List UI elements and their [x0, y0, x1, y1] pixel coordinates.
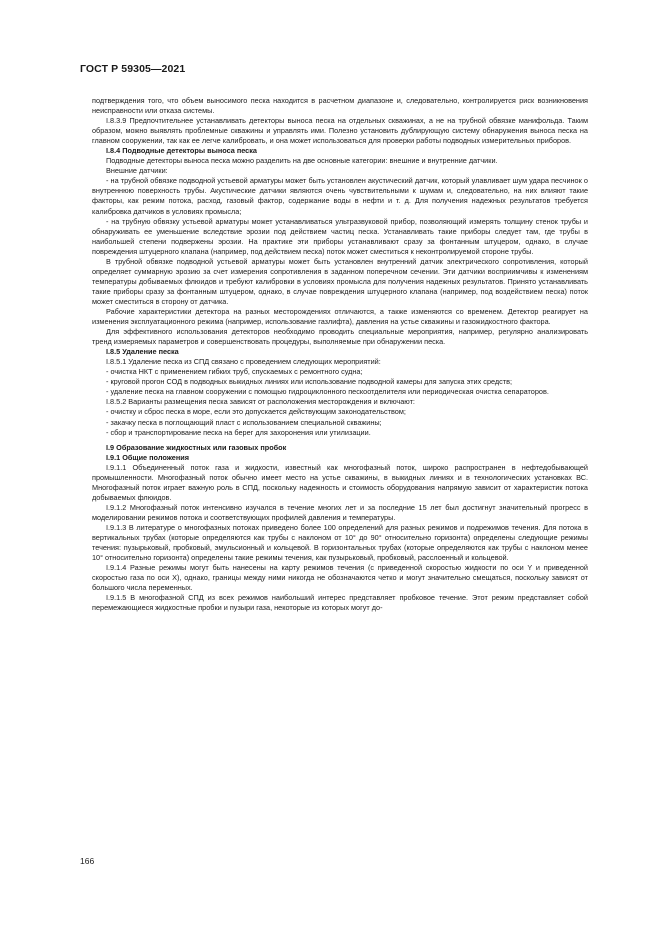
paragraph: Внешние датчики:: [106, 166, 168, 176]
paragraph: I.9.1.4 Разные режимы могут быть нанесены на карту режимов течения (с приведенной скоростью жидкости по оси Y и приведенной скоростью газа по оси X), однако, границы между ними никогда не обозначаются четко и могут значительно смещаться, поскольку зависят от большого числа переменных.: [92, 563, 588, 593]
section-heading: I.8.5 Удаление песка: [106, 347, 179, 357]
paragraph: Рабочие характеристики детектора на разных месторождениях отличаются, а также изменяются со временем. Детектор реагирует на изменения эксплуатационного режима (например, использование газлифта), давления на устье скважины и газожидкостного фактора.: [92, 306, 588, 327]
paragraph: В трубной обвязке подводной устьевой арматуры может быть установлен внутренний датчик электрического сопротивления, который определяет суммарную эрозию за счет измерения сопротивления в заданном поперечном сечении. Эти датчики восприимчивы к изменениям температуры добываемых флюидов и требуют калибровки в условиях промысла для получения надежных результатов. Принято устанавливать такие приборы сразу за фонтанным штуцером, однако, в случае повреждения штуцерного клапана (например, под воздействием песка) поток может сместиться в сторону от датчика.: [92, 256, 588, 306]
list-item: - сбор и транспортирование песка на берег для захоронения или утилизации.: [106, 427, 371, 437]
paragraph: I.9.1.1 Объединенный поток газа и жидкости, известный как многофазный поток, широко распространен в нефтедобывающей промышленности. Многофазный поток обычно имеет место на устье скважины, в выкидных линиях и в технологических установках ВС. Многофазный поток играет важную роль в СПД, поскольку надежность и стоимость оборудования напрямую зависит от характеристик потока добываемых флюидов.: [92, 462, 588, 502]
paragraph: Для эффективного использования детекторов необходимо проводить специальные мероприятия, например, регулярно анализировать тренд измеряемых параметров и совершенствовать процедуры, выполняемые при обнаружении песка.: [92, 327, 588, 347]
paragraph: Подводные детекторы выноса песка можно разделить на две основные категории: внешние и внутренние датчики.: [106, 156, 498, 166]
document-body: [92, 96, 588, 613]
document-header: ГОСТ Р 59305—2021: [80, 63, 186, 75]
paragraph: I.8.5.1 Удаление песка из СПД связано с проведением следующих мероприятий:: [106, 357, 381, 367]
chapter-heading: I.9 Образование жидкостных или газовых пробок: [106, 442, 287, 452]
list-item: - круговой прогон СОД в подводных выкидных линиях или использование подводной камеры для запуска этих средств;: [106, 377, 513, 387]
list-item: - на трубную обвязку устьевой арматуры может устанавливаться ультразвуковой прибор, позволяющий измерять толщину стенок трубы и обнаруживать ее уменьшение вследствие эрозии под действием частиц песка. Устанавливать такие приборы следует там, где трубы в наибольшей степени подвержены эрозии. На практике эти приборы устанавливают сразу за фонтанным штуцером, однако, в случае повреждения штуцерного клапана (например, под действием песка) поток может сместиться к неконтролируемой стороне трубы.: [92, 216, 588, 256]
page-number: 166: [80, 856, 95, 866]
list-item: - закачку песка в поглощающий пласт с использованием специальной скважины;: [106, 417, 382, 427]
paragraph: I.9.1.3 В литературе о многофазных потоках приведено более 100 определений для разных режимов и подрежимов течения. Для потока в вертикальных трубах (которые определяются как трубы с наклоном от 10° до 90° относительно горизонта) определены следующие режимы течения: пузырьковый, пробковый, эмульсионный и кольцевой. В горизонтальных трубах (которые определяются как трубы с наклоном менее 10° относительно горизонта) определены такие режимы течения, как пузырьковый, пробковый, расслоенный и кольцевой.: [92, 522, 588, 563]
list-item: - очистка НКТ с применением гибких труб, спускаемых с ремонтного судна;: [106, 367, 363, 377]
list-item: - очистку и сброс песка в море, если это допускается действующим законодательством;: [106, 407, 406, 417]
list-item: - на трубной обвязке подводной устьевой арматуры может быть установлен акустический датчик, который улавливает шум удара песчинок о внутреннюю поверхность трубы. Акустические датчики являются очень чувствительными к шумам и, следовательно, на них влияют такие факторы, как режим потока, расход, газовый фактор, содержание воды в нефти и т. д. Для получения надежных результатов требуется калибровка датчиков в условиях промысла;: [92, 176, 588, 216]
paragraph: I.8.5.2 Варианты размещения песка зависят от расположения месторождения и включают:: [106, 397, 415, 407]
paragraph: I.9.1.5 В многофазной СПД из всех режимов наибольший интерес представляет пробковое течение. Этот режим представляет собой перемежающиеся жидкостные пробки и пузыри газа, некоторые из которых могут до-: [92, 593, 588, 613]
section-heading: I.8.4 Подводные детекторы выноса песка: [106, 146, 257, 156]
list-item: - удаление песка на главном сооружении с помощью гидроциклонного пескоотделителя или периодическая очистка сепараторов.: [106, 387, 549, 397]
paragraph: I.8.3.9 Предпочтительнее устанавливать детекторы выноса песка на отдельных скважинах, а не на трубной обвязке манифольда. Таким образом, можно выявлять проблемные скважины и управлять ими. Полезно установить дублирующую систему обнаружения выноса песка на главном сооружении, так как ее легче калибровать, и она может использоваться для проверки работы подводных измерительных приборов.: [92, 116, 588, 146]
paragraph: I.9.1.2 Многофазный поток интенсивно изучался в течение многих лет и за последние 15 лет был достигнут значительный прогресс в моделировании режимов потока и соответствующих профилей давления и температуры.: [92, 502, 588, 522]
paragraph: подтверждения того, что объем выносимого песка находится в расчетном диапазоне и, следовательно, контролируется риск возникновения неисправности или отказа системы.: [92, 96, 588, 116]
section-heading: I.9.1 Общие положения: [106, 452, 190, 462]
